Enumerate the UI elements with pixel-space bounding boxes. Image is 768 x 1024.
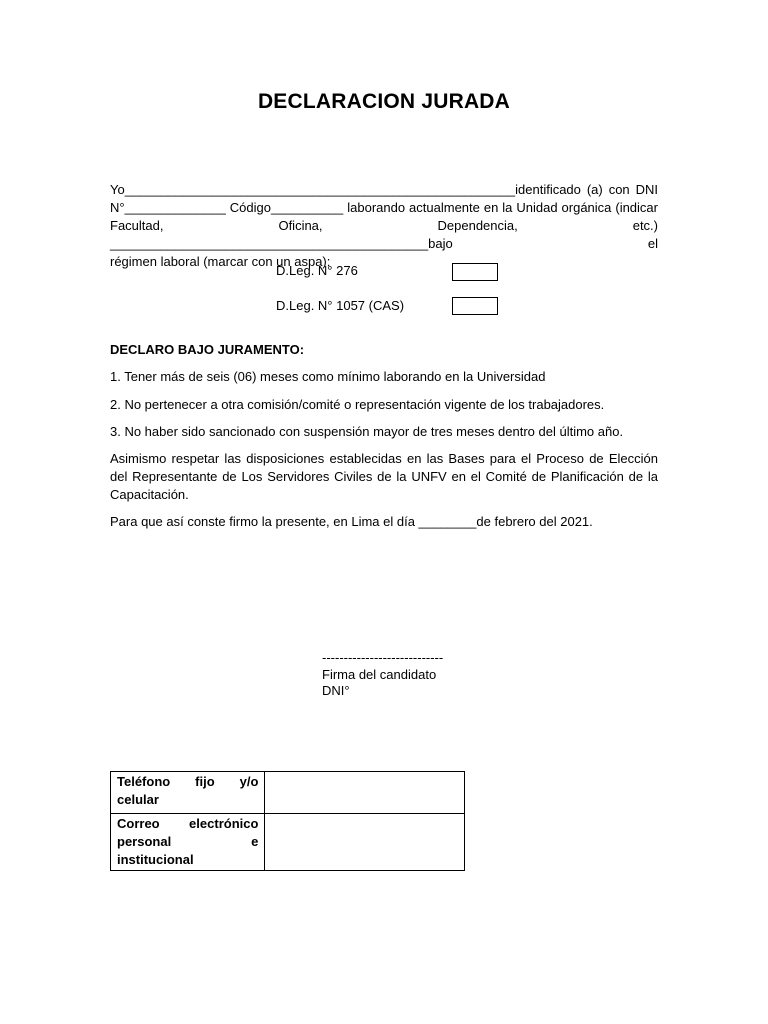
- option-dleg-276-checkbox[interactable]: [452, 263, 498, 281]
- intro-line-1: Yo______________________________________________________identificado (a) con DNI: [110, 182, 658, 197]
- signature-line: ----------------------------: [322, 650, 444, 665]
- intro-line-4: régimen laboral (marcar con un aspa):: [110, 254, 331, 269]
- para-que-paragraph: Para que así conste firmo la presente, en Lima el día ________de febrero del 2021.: [110, 514, 593, 529]
- asimismo-paragraph: Asimismo respetar las disposiciones establecidas en las Bases para el Proceso de Elección del Representante de Los Servidores Civiles de la UNFV en el Comité de Planificación de la Capacitación.: [110, 451, 658, 502]
- declaration-item-1: 1. Tener más de seis (06) meses como mínimo laborando en la Universidad: [110, 369, 546, 384]
- intro-line-3: Facultad, Oficina, Dependencia, etc.) ____________________________________________bajo el: [110, 218, 658, 251]
- option-dleg-1057-checkbox[interactable]: [452, 297, 498, 315]
- table-row: [111, 772, 465, 814]
- email-label-cell: Correo electrónico personal e institucional: [111, 814, 265, 871]
- declaration-item-2: 2. No pertenecer a otra comisión/comité o representación vigente de los trabajadores.: [110, 397, 605, 412]
- option-dleg-276-label: D.Leg. N° 276: [276, 263, 358, 278]
- intro-line-2: N°______________ Código__________ laborando actualmente en la Unidad orgánica (indicar: [110, 200, 658, 215]
- email-value-cell[interactable]: [265, 814, 465, 871]
- contact-table: [110, 771, 465, 871]
- document-title: DECLARACION JURADA: [257, 90, 511, 113]
- declaro-heading: DECLARO BAJO JURAMENTO:: [110, 342, 305, 357]
- declaration-item-3: 3. No haber sido sancionado con suspensión mayor de tres meses dentro del último año.: [110, 424, 624, 439]
- signature-dni: DNI°: [322, 683, 350, 698]
- intro-paragraph: [110, 181, 658, 271]
- table-row: [111, 814, 465, 871]
- phone-value-cell[interactable]: [265, 772, 465, 814]
- phone-label-cell: Teléfono fijo y/o celular: [111, 772, 265, 814]
- option-dleg-1057-label: D.Leg. N° 1057 (CAS): [276, 298, 405, 313]
- signature-label: Firma del candidato: [322, 667, 437, 682]
